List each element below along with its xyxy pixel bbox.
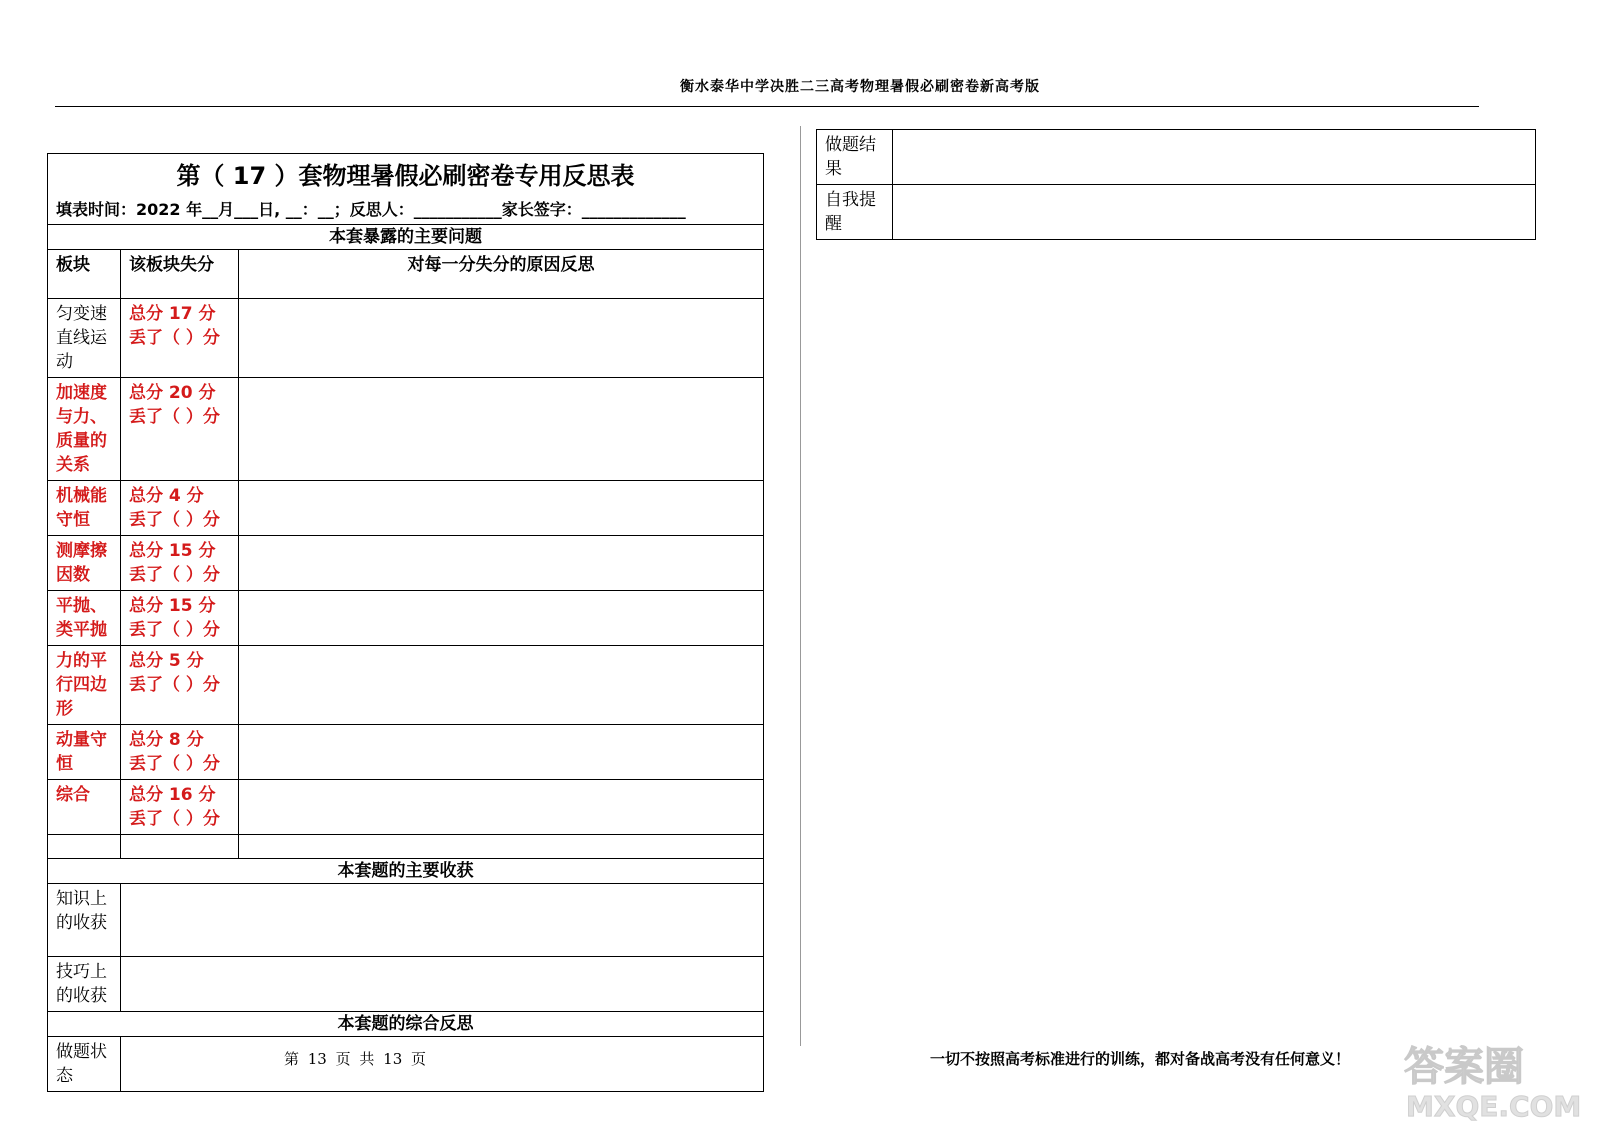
form-title: 第（ 17 ）套物理暑假必刷密卷专用反思表 bbox=[48, 154, 764, 195]
reflection-table bbox=[47, 153, 764, 1092]
result-table bbox=[816, 129, 1536, 240]
score-total: 总分 4 分 bbox=[129, 486, 204, 506]
table-row bbox=[48, 725, 764, 780]
watermark-top-text: 答案圈 bbox=[1404, 1044, 1524, 1090]
table-row bbox=[48, 299, 764, 378]
block-name: 平抛、类平抛 bbox=[48, 591, 121, 646]
score-cell bbox=[121, 481, 239, 536]
score-total: 总分 17 分 bbox=[129, 304, 216, 324]
score-cell bbox=[121, 536, 239, 591]
page-number: 第 13 页 共 13 页 bbox=[284, 1050, 427, 1068]
reflect-cell[interactable] bbox=[239, 299, 764, 378]
score-lost: 丢了（ ）分 bbox=[129, 407, 220, 427]
footer-slogan: 一切不按照高考标准进行的训练，都对备战高考没有任何意义！ bbox=[930, 1050, 1351, 1068]
reminder-cell[interactable] bbox=[893, 185, 1536, 240]
score-cell bbox=[121, 725, 239, 780]
fill-info-line: 填表时间：2022 年__月___日, __：__；反思人：___________家长签字：_____________ bbox=[48, 194, 764, 225]
score-total: 总分 15 分 bbox=[129, 541, 216, 561]
block-name: 测摩擦因数 bbox=[48, 536, 121, 591]
reflect-cell[interactable] bbox=[239, 481, 764, 536]
empty-cell[interactable] bbox=[121, 835, 239, 859]
table-row bbox=[48, 378, 764, 481]
result-label: 做题结果 bbox=[817, 130, 893, 185]
block-name: 匀变速直线运动 bbox=[48, 299, 121, 378]
header-title: 衡水泰华中学决胜二三高考物理暑假必刷密卷新高考版 bbox=[680, 79, 1040, 95]
table-row bbox=[48, 646, 764, 725]
watermark-logo bbox=[1400, 1038, 1590, 1123]
block-name: 综合 bbox=[48, 780, 121, 835]
score-cell bbox=[121, 378, 239, 481]
score-total: 总分 5 分 bbox=[129, 651, 204, 671]
score-lost: 丢了（ ）分 bbox=[129, 565, 220, 585]
empty-cell[interactable] bbox=[48, 835, 121, 859]
block-name: 机械能守恒 bbox=[48, 481, 121, 536]
reflect-cell[interactable] bbox=[239, 725, 764, 780]
result-cell[interactable] bbox=[893, 130, 1536, 185]
reflect-cell[interactable] bbox=[239, 536, 764, 591]
section-overall-heading: 本套题的综合反思 bbox=[48, 1012, 764, 1037]
reflect-cell[interactable] bbox=[239, 591, 764, 646]
score-lost: 丢了（ ）分 bbox=[129, 675, 220, 695]
score-cell bbox=[121, 299, 239, 378]
col-header-loss: 该板块失分 bbox=[121, 250, 239, 299]
header-rule bbox=[55, 106, 1479, 107]
score-lost: 丢了（ ）分 bbox=[129, 328, 220, 348]
table-row bbox=[48, 481, 764, 536]
score-total: 总分 20 分 bbox=[129, 383, 216, 403]
table-row-empty bbox=[48, 835, 764, 859]
score-total: 总分 8 分 bbox=[129, 730, 204, 750]
block-name: 加速度与力、质量的关系 bbox=[48, 378, 121, 481]
gain-skill-label: 技巧上的收获 bbox=[48, 957, 121, 1012]
reminder-label: 自我提醒 bbox=[817, 185, 893, 240]
watermark-bottom-text: MXQE.COM bbox=[1406, 1090, 1582, 1123]
reflect-cell[interactable] bbox=[239, 646, 764, 725]
gain-knowledge-cell[interactable] bbox=[121, 884, 764, 957]
block-name: 力的平行四边形 bbox=[48, 646, 121, 725]
score-lost: 丢了（ ）分 bbox=[129, 620, 220, 640]
block-name: 动量守恒 bbox=[48, 725, 121, 780]
table-row bbox=[48, 780, 764, 835]
gain-knowledge-label: 知识上的收获 bbox=[48, 884, 121, 957]
state-label: 做题状态 bbox=[48, 1037, 121, 1092]
score-total: 总分 16 分 bbox=[129, 785, 216, 805]
state-cell[interactable] bbox=[121, 1037, 764, 1092]
table-row bbox=[48, 591, 764, 646]
center-divider bbox=[800, 126, 801, 1046]
empty-cell[interactable] bbox=[239, 835, 764, 859]
score-lost: 丢了（ ）分 bbox=[129, 510, 220, 530]
reflect-cell[interactable] bbox=[239, 378, 764, 481]
table-row bbox=[48, 536, 764, 591]
score-cell bbox=[121, 591, 239, 646]
score-cell bbox=[121, 780, 239, 835]
score-lost: 丢了（ ）分 bbox=[129, 754, 220, 774]
score-lost: 丢了（ ）分 bbox=[129, 809, 220, 829]
section-problems-heading: 本套暴露的主要问题 bbox=[48, 225, 764, 250]
col-header-block: 板块 bbox=[48, 250, 121, 299]
reflect-cell[interactable] bbox=[239, 780, 764, 835]
section-gains-heading: 本套题的主要收获 bbox=[48, 859, 764, 884]
score-cell bbox=[121, 646, 239, 725]
col-header-reflect: 对每一分失分的原因反思 bbox=[239, 250, 764, 299]
score-total: 总分 15 分 bbox=[129, 596, 216, 616]
gain-skill-cell[interactable] bbox=[121, 957, 764, 1012]
